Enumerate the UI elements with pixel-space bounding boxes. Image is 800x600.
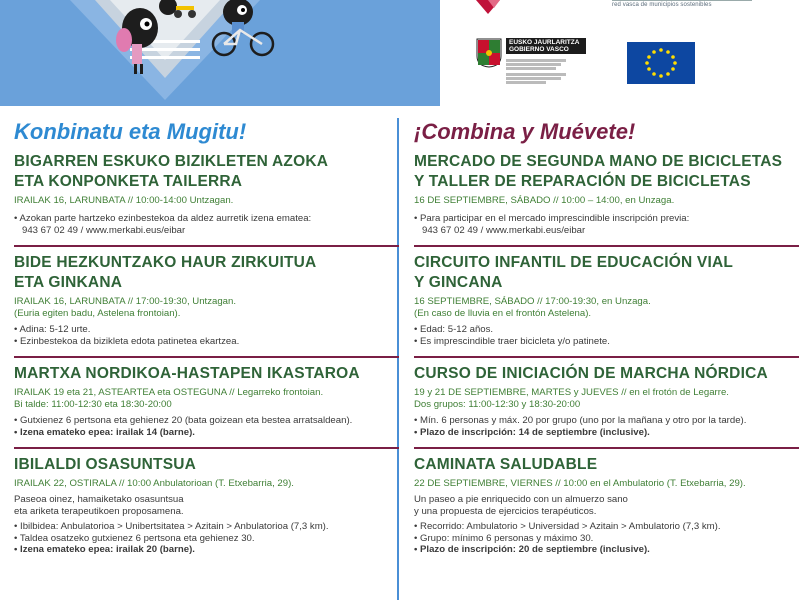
eu-flag-icon xyxy=(627,42,695,84)
event-when: 16 DE SEPTIEMBRE, SÁBADO // 10:00 – 14:00, en Unzaga. xyxy=(414,195,675,206)
event-bullet: • Ezinbestekoa da bizikleta edota patinetea ekartzea. xyxy=(14,335,240,347)
event-title: CIRCUITO INFANTIL DE EDUCACIÓN VIAL Y GINCANA xyxy=(414,254,734,291)
basque-column xyxy=(14,118,399,556)
event-when: 19 y 21 DE SEPTIEMBRE, MARTES y JUEVES // en el frotón de Legarre. xyxy=(414,387,729,398)
event-note: Dos grupos: 11:00-12:30 y 18:30-20:00 xyxy=(414,399,581,410)
event-note: (En caso de lluvia en el frontón Astelena). xyxy=(414,308,592,319)
event-bullet: • Plazo de inscripción: 20 de septiembre (inclusive). xyxy=(414,544,650,555)
event-note: (Euria egiten badu, Astelena frontoian). xyxy=(14,308,181,319)
event-road-circuit xyxy=(14,253,399,347)
event-description: y una propuesta de ejercicios terapéuticos. xyxy=(414,505,597,517)
event-title: BIDE HEZKUNTZAKO HAUR ZIRKUITUA ETA GINKANA xyxy=(14,254,317,291)
gobierno-vasco-logo xyxy=(476,36,596,92)
section-separator xyxy=(14,447,399,449)
event-bullet: • Gutxienez 6 pertsona eta gehienez 20 (bata goizean eta bestea arratsaldean). xyxy=(14,415,353,426)
event-note: Bi talde: 11:00-12:30 eta 18:30-20:00 xyxy=(14,399,172,410)
event-bullet: • Edad: 5-12 años. xyxy=(414,324,494,335)
event-bullet: • Plazo de inscripción: 14 de septiembre (inclusive). xyxy=(414,426,650,438)
event-bike-market xyxy=(14,152,399,236)
event-road-circuit xyxy=(414,253,799,347)
event-bullet: • Izena emateko epea: irailak 20 (barne). xyxy=(14,544,195,555)
event-bullet: • Para participar en el mercado imprescindible inscripción previa: 943 67 02 49 / www.merkabi.eus/eibar xyxy=(414,213,690,236)
udal-divider xyxy=(612,0,752,1)
event-nordic-walking xyxy=(414,364,799,438)
gobierno-vasco-name: EUSKO JAURLARITZA GOBIERNO VASCO xyxy=(506,38,586,54)
event-healthy-walk xyxy=(14,455,399,556)
section-separator xyxy=(414,245,799,247)
udalsarea-logo-icon xyxy=(472,0,512,16)
event-title: MARTXA NORDIKOA-HASTAPEN IKASTAROA xyxy=(14,365,360,382)
section-separator xyxy=(14,245,399,247)
event-healthy-walk xyxy=(414,455,799,556)
event-description: Paseoa oinez, hamaiketako osasuntsua xyxy=(14,494,184,505)
section-separator xyxy=(414,447,799,449)
event-bullet: • Azokan parte hartzeko ezinbestekoa da aldez aurretik izena ematea: 943 67 02 49 / www.merkabi.eus/eibar xyxy=(14,213,312,236)
event-description: Un paseo a pie enriquecido con un almuerzo sano xyxy=(414,494,628,505)
section-separator xyxy=(414,356,799,358)
event-description: eta ariketa terapeutikoen proposamena. xyxy=(14,505,184,517)
event-bullet: • Izena emateko epea: irailak 14 (barne). xyxy=(14,426,195,438)
spanish-column xyxy=(414,118,799,556)
event-title: CAMINATA SALUDABLE xyxy=(414,456,598,473)
event-nordic-walking xyxy=(14,364,399,438)
event-bullet: • Grupo: mínimo 6 personas y máximo 30. xyxy=(414,532,594,544)
column-title: ¡Combina y Muévete! xyxy=(414,119,636,144)
event-title: MERCADO DE SEGUNDA MANO DE BICICLETAS Y TALLER DE REPARACIÓN DE BICICLETAS xyxy=(414,153,783,190)
event-when: IRAILAK 16, LARUNBATA // 17:00-19:30, Untzagan. xyxy=(14,296,237,307)
udal-network-label: red vasca de municipios sostenibles xyxy=(612,2,712,8)
event-when: 16 SEPTIEMBRE, SÁBADO // 17:00-19:30, en Unzaga. xyxy=(414,296,651,307)
event-when: 22 DE SEPTIEMBRE, VIERNES // 10:00 en el Ambulatorio (T. Etxebarria, 29). xyxy=(414,478,746,489)
event-title: BIGARREN ESKUKO BIZIKLETEN AZOKA ETA KONPONKETA TAILERRA xyxy=(14,153,329,190)
event-bullet: • Mín. 6 personas y máx. 20 por grupo (uno por la mañana y otro por la tarde). xyxy=(414,415,747,426)
event-bullet: • Adina: 5-12 urte. xyxy=(14,324,91,335)
event-bike-market xyxy=(414,152,799,236)
section-separator xyxy=(14,356,399,358)
event-when: IRAILAK 16, LARUNBATA // 10:00-14:00 Untzagan. xyxy=(14,195,234,206)
event-bullet: • Ibilbidea: Anbulatorioa > Unibertsitatea > Azitain > Anbulatorioa (7,3 km). xyxy=(14,521,329,532)
column-title: Konbinatu eta Mugitu! xyxy=(14,119,247,144)
basque-coat-of-arms-icon xyxy=(476,38,502,68)
event-title: CURSO DE INICIACIÓN DE MARCHA NÓRDICA xyxy=(414,365,768,382)
event-title: IBILALDI OSASUNTSUA xyxy=(14,456,197,473)
event-bullet: • Recorrido: Ambulatorio > Universidad > Azitain > Ambulatorio (7,3 km). xyxy=(414,521,721,532)
cyclists-illustration xyxy=(0,0,330,106)
event-bullet: • Taldea osatzeko gutxienez 6 pertsona eta gehienez 30. xyxy=(14,532,255,544)
event-when: IRAILAK 22, OSTIRALA // 10:00 Anbulatorioan (T. Etxebarria, 29). xyxy=(14,478,294,489)
event-bullet: • Es imprescindible traer bicicleta y/o patinete. xyxy=(414,335,610,347)
header-band xyxy=(0,0,800,106)
event-when: IRAILAK 19 eta 21, ASTEARTEA eta OSTEGUNA // Legarreko frontoian. xyxy=(14,387,324,398)
gv-department-text xyxy=(506,58,586,85)
